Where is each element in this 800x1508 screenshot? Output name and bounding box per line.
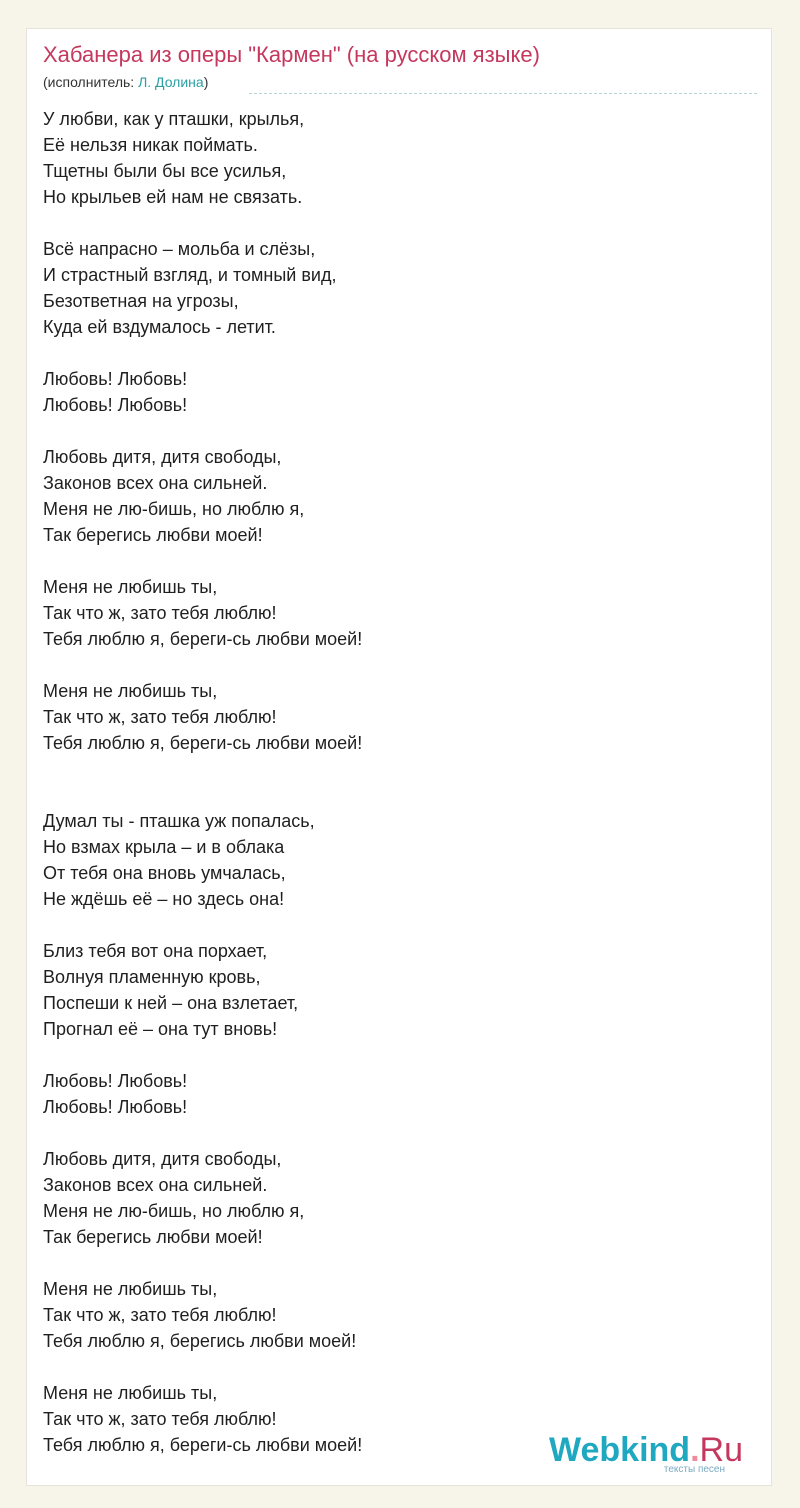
lyric-line: Тебя люблю я, береги-сь любви моей!	[43, 1435, 363, 1455]
lyric-line: Законов всех она сильней.	[43, 473, 268, 493]
stanza-4	[43, 444, 743, 548]
stanza-5	[43, 574, 743, 652]
lyric-line: Тщетны были бы все усилья,	[43, 161, 287, 181]
lyric-line: Любовь! Любовь!	[43, 369, 188, 389]
stanza-11	[43, 1276, 743, 1354]
site-logo[interactable]	[549, 1433, 743, 1475]
logo-tld: Ru	[699, 1431, 743, 1469]
lyric-line: Думал ты - пташка уж попалась,	[43, 811, 315, 831]
lyric-line: Всё напрасно – мольба и слёзы,	[43, 239, 316, 259]
stanza-6	[43, 678, 743, 756]
lyric-line: Её нельзя никак поймать.	[43, 135, 258, 155]
lyric-line: Меня не любишь ты,	[43, 577, 218, 597]
header-divider	[249, 93, 757, 94]
lyric-line: Поспеши к ней – она взлетает,	[43, 993, 299, 1013]
logo-dot: .	[690, 1431, 700, 1469]
lyric-line: Любовь дитя, дитя свободы,	[43, 447, 282, 467]
lyric-line: Любовь! Любовь!	[43, 1071, 188, 1091]
lyric-line: Прогнал её – она тут вновь!	[43, 1019, 278, 1039]
lyric-line: Так что ж, зато тебя люблю!	[43, 1305, 277, 1325]
lyric-line: Волнуя пламенную кровь,	[43, 967, 261, 987]
lyric-line: Так берегись любви моей!	[43, 1227, 263, 1247]
performer-prefix: (исполнитель:	[43, 74, 139, 90]
stanza-8	[43, 938, 743, 1042]
lyric-line: Так что ж, зато тебя люблю!	[43, 603, 277, 623]
logo-brand: Webkind	[549, 1431, 691, 1469]
lyric-line: Любовь! Любовь!	[43, 395, 188, 415]
logo-wordmark	[549, 1433, 743, 1467]
lyric-line: Тебя люблю я, берегись любви моей!	[43, 1331, 357, 1351]
lyric-line: Меня не любишь ты,	[43, 681, 218, 701]
lyric-line: И страстный взгляд, и томный вид,	[43, 265, 337, 285]
stanza-9	[43, 1068, 743, 1120]
lyric-line: Но взмах крыла – и в облака	[43, 837, 285, 857]
lyric-line: Безответная на угрозы,	[43, 291, 239, 311]
lyrics-text	[43, 106, 743, 1484]
lyric-line: Не ждёшь её – но здесь она!	[43, 889, 285, 909]
lyric-line: Законов всех она сильней.	[43, 1175, 268, 1195]
lyric-line: Тебя люблю я, береги-сь любви моей!	[43, 629, 363, 649]
lyrics-card	[26, 28, 772, 1486]
stanza-1	[43, 106, 743, 210]
lyric-line: Так что ж, зато тебя люблю!	[43, 707, 277, 727]
lyric-line: От тебя она вновь умчалась,	[43, 863, 286, 883]
lyric-line: Любовь дитя, дитя свободы,	[43, 1149, 282, 1169]
lyric-line: Меня не любишь ты,	[43, 1279, 218, 1299]
lyric-line: У любви, как у пташки, крылья,	[43, 109, 305, 129]
lyric-line: Меня не любишь ты,	[43, 1383, 218, 1403]
performer-line	[43, 73, 208, 91]
performer-link[interactable]: Л. Долина	[138, 74, 204, 90]
lyric-line: Так берегись любви моей!	[43, 525, 263, 545]
stanza-10	[43, 1146, 743, 1250]
stanza-2	[43, 236, 743, 340]
lyric-line: Любовь! Любовь!	[43, 1097, 188, 1117]
logo-tagline: тексты песен	[663, 1464, 725, 1475]
lyric-line: Куда ей вздумалось - летит.	[43, 317, 276, 337]
song-title: Хабанера из оперы "Кармен" (на русском языке)	[43, 42, 540, 67]
lyric-line: Тебя люблю я, береги-сь любви моей!	[43, 733, 363, 753]
lyric-line: Но крыльев ей нам не связать.	[43, 187, 303, 207]
stanza-3	[43, 366, 743, 418]
lyric-line: Меня не лю-бишь, но люблю я,	[43, 1201, 305, 1221]
lyric-line: Так что ж, зато тебя люблю!	[43, 1409, 277, 1429]
lyric-line: Близ тебя вот она порхает,	[43, 941, 268, 961]
performer-suffix: )	[203, 74, 209, 90]
lyric-line: Меня не лю-бишь, но люблю я,	[43, 499, 305, 519]
stanza-7	[43, 808, 743, 912]
